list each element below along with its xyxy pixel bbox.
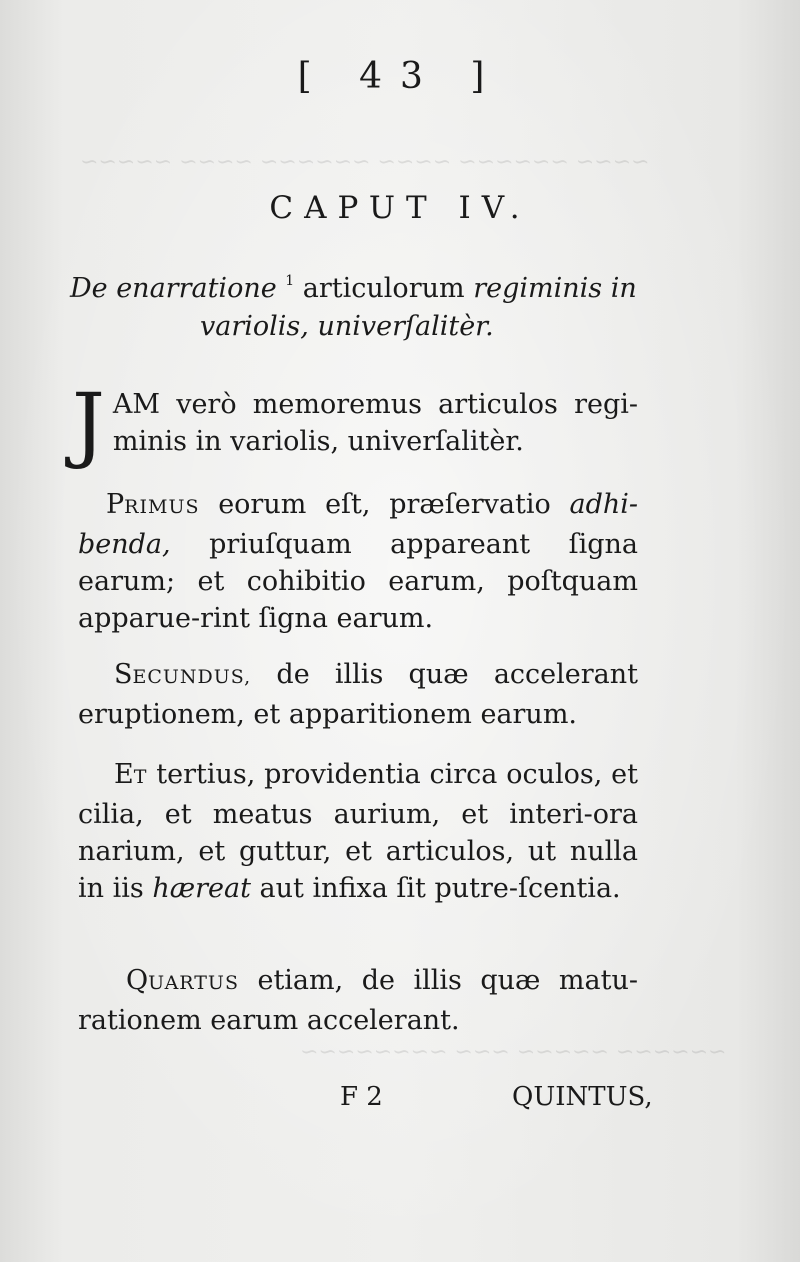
page-number: [ 43 ] [297,56,503,97]
paragraph-3-lead-cap: S [114,659,133,690]
paragraph-3-lead-smallcaps: ECUNDUS, [132,666,252,688]
paragraph-4-italic: hæreat [152,873,251,904]
catchword: QUINTUS, [512,1082,653,1112]
footnote-mark: 1 [285,273,295,289]
paragraph-1 [72,377,638,472]
paragraph-5-lead-cap: Q [126,965,149,996]
paragraph-2-text-b: priuſquam appareant ſigna earum; et cohibitio earum, poſtquam apparue-rint ſigna earum. [78,529,638,634]
subtitle-line-2: variolis, univerſalitèr. [200,311,494,342]
paragraph-4-lead-cap: E [114,759,134,790]
paragraph-4-text-b: aut infixa ſit putre-ſcentia. [250,873,621,904]
paragraph-3 [78,656,638,733]
paragraph-2-lead-cap: P [106,489,125,520]
paragraph-2-lead-smallcaps: RIMUS [124,496,200,518]
paragraph-4 [78,756,638,907]
subtitle-italic-part-1: De enarratione [70,273,277,304]
paragraph-4-text-a: tertius, providentia circa oculos, et cilia, et meatus aurium, et interi-ora narium, et guttur, et articulos, ut nulla in iis [78,759,638,904]
paragraph-2-text-a: eorum eſt, præſervatio [199,489,570,520]
paragraph-5-text: etiam, de illis quæ matu-rationem earum accelerant. [78,965,638,1036]
bleed-through-decoration: ~~~~ ~~~~~~ ~~~~ ~~~~~~ ~~~~ ~~~~~ [80,150,650,175]
chapter-subtitle [70,262,690,346]
paragraph-1-text: AM verò memoremus articulos regi-minis in variolis, univerſalitèr. [112,389,638,457]
chapter-title: CAPUT IV. [269,190,531,226]
paragraph-4-lead-smallcaps: T [133,766,148,788]
subtitle-roman-part: articulorum [294,273,474,304]
bleed-through-decoration: ~~~~~~ ~~~~~ ~~~ ~~~~~~~~ [300,1040,727,1065]
drop-cap: J [72,377,105,472]
signature-mark: F 2 [340,1082,383,1112]
paragraph-2-italic: adhi-benda, [78,489,638,560]
paragraph-5 [78,962,638,1039]
subtitle-italic-part-2: regiminis in [473,273,637,304]
paragraph-2 [78,486,638,637]
paragraph-3-text: de illis quæ accelerant eruptionem, et apparitionem earum. [78,659,638,730]
paragraph-5-lead-smallcaps: UARTUS [148,972,239,994]
